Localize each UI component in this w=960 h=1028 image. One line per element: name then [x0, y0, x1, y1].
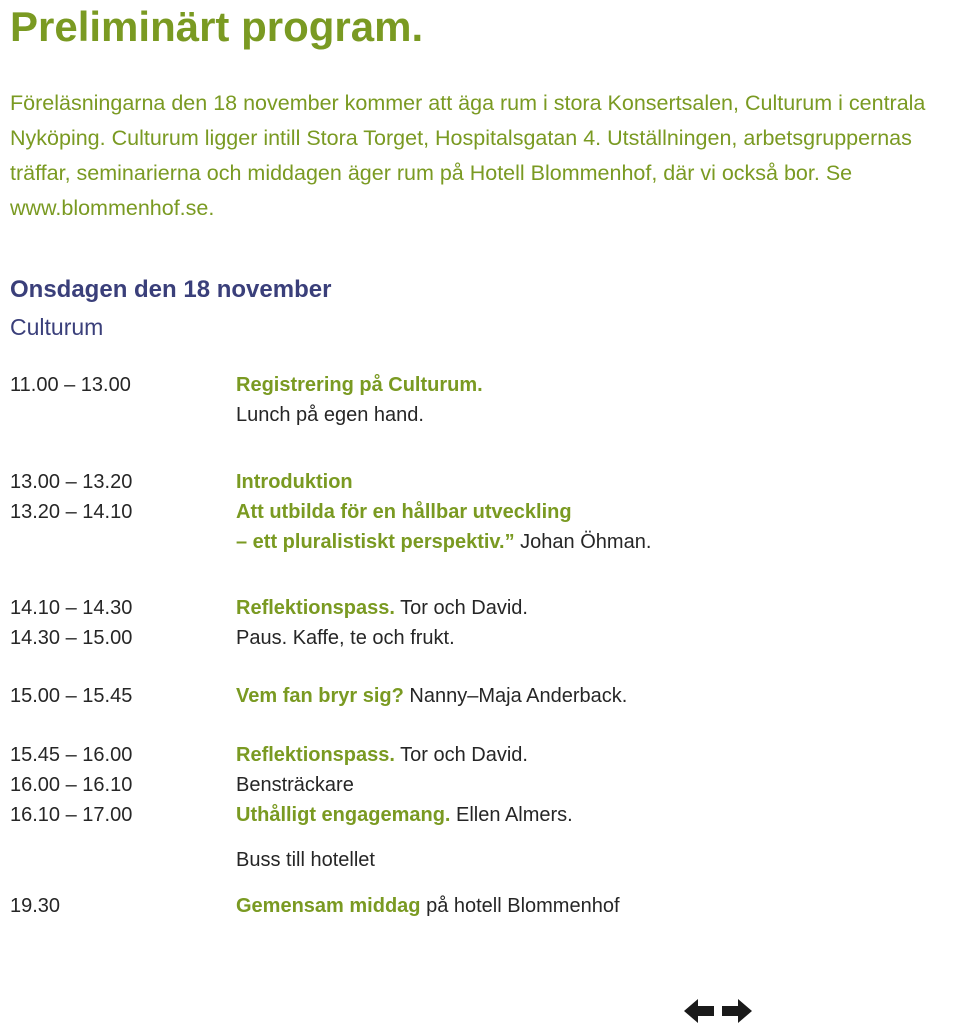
- schedule-event: [236, 527, 651, 557]
- schedule-event: [236, 497, 572, 527]
- schedule-event: [236, 681, 627, 711]
- schedule-event: [236, 800, 573, 830]
- event-title: Reflektionspass.: [236, 744, 395, 766]
- schedule-row: [0, 497, 960, 527]
- event-title: Att utbilda för en hållbar utveckling: [236, 501, 572, 523]
- schedule-time: 11.00 – 13.00: [10, 374, 131, 396]
- schedule-time: 14.30 – 15.00: [10, 627, 133, 649]
- schedule-time: 14.10 – 14.30: [10, 597, 133, 619]
- event-detail: på hotell Blommenhof: [420, 895, 620, 917]
- event-detail: Bensträckare: [236, 774, 354, 796]
- schedule-row: [0, 845, 960, 875]
- next-page-button[interactable]: [720, 996, 754, 1026]
- schedule-event: [236, 891, 620, 921]
- schedule-time: 16.10 – 17.00: [10, 804, 133, 826]
- arrow-left-icon: [682, 996, 716, 1026]
- schedule-event: [236, 593, 528, 623]
- event-detail: Buss till hotellet: [236, 849, 375, 871]
- schedule-time: 13.00 – 13.20: [10, 471, 133, 493]
- arrow-right-icon: [720, 996, 754, 1026]
- schedule-time: 16.00 – 16.10: [10, 774, 133, 796]
- schedule-row: [0, 891, 960, 921]
- schedule-row: [0, 400, 960, 430]
- schedule-row: [0, 467, 960, 497]
- intro-paragraph: Föreläsningarna den 18 november kommer att äga rum i stora Konsertsalen, Culturum i centrala Nyköping. Culturum ligger intill Stora Torget, Hospitalsgatan 4. Utställningen, arbetsgruppernas träffar, seminarierna och middagen äger rum på Hotell Blommenhof, där vi också bor. Se www.blommenhof.se.: [10, 91, 926, 220]
- schedule-row: [0, 527, 960, 557]
- schedule-event: [236, 467, 353, 497]
- event-detail: Tor och David.: [394, 744, 528, 766]
- previous-page-button[interactable]: [682, 996, 716, 1026]
- event-title: Introduktion: [236, 471, 353, 493]
- schedule-time: 15.45 – 16.00: [10, 744, 133, 766]
- event-detail: Johan Öhman.: [514, 531, 652, 553]
- schedule-row: [0, 770, 960, 800]
- event-detail: Ellen Almers.: [450, 804, 573, 826]
- schedule-event: [236, 770, 354, 800]
- schedule-time: 19.30: [10, 895, 61, 917]
- schedule-time: 15.00 – 15.45: [10, 685, 133, 707]
- schedule-row: [0, 681, 960, 711]
- event-title: Gemensam middag: [236, 895, 421, 917]
- schedule-row: [0, 800, 960, 830]
- schedule-row: [0, 740, 960, 770]
- schedule-event: [236, 740, 528, 770]
- event-title: – ett pluralistiskt perspektiv.”: [236, 531, 515, 553]
- page-title: Preliminärt program.: [10, 3, 424, 50]
- event-detail: Tor och David.: [394, 597, 528, 619]
- schedule-event: [236, 400, 424, 430]
- schedule-event: [236, 370, 483, 400]
- schedule-row: [0, 593, 960, 623]
- day-heading: Onsdagen den 18 november: [10, 276, 332, 303]
- event-detail: Lunch på egen hand.: [236, 404, 424, 426]
- schedule-time: 13.20 – 14.10: [10, 501, 133, 523]
- day-venue: Culturum: [10, 314, 104, 340]
- event-title: Registrering på Culturum.: [236, 374, 483, 396]
- event-title: Reflektionspass.: [236, 597, 395, 619]
- schedule-row: [0, 370, 960, 400]
- page-navigation: [682, 996, 754, 1026]
- schedule-row: [0, 623, 960, 653]
- event-title: Uthålligt engagemang.: [236, 804, 451, 826]
- event-title: Vem fan bryr sig?: [236, 685, 404, 707]
- schedule-event: [236, 623, 455, 653]
- schedule-event: [236, 845, 375, 875]
- event-detail: Nanny–Maja Anderback.: [403, 685, 628, 707]
- event-detail: Paus. Kaffe, te och frukt.: [236, 627, 455, 649]
